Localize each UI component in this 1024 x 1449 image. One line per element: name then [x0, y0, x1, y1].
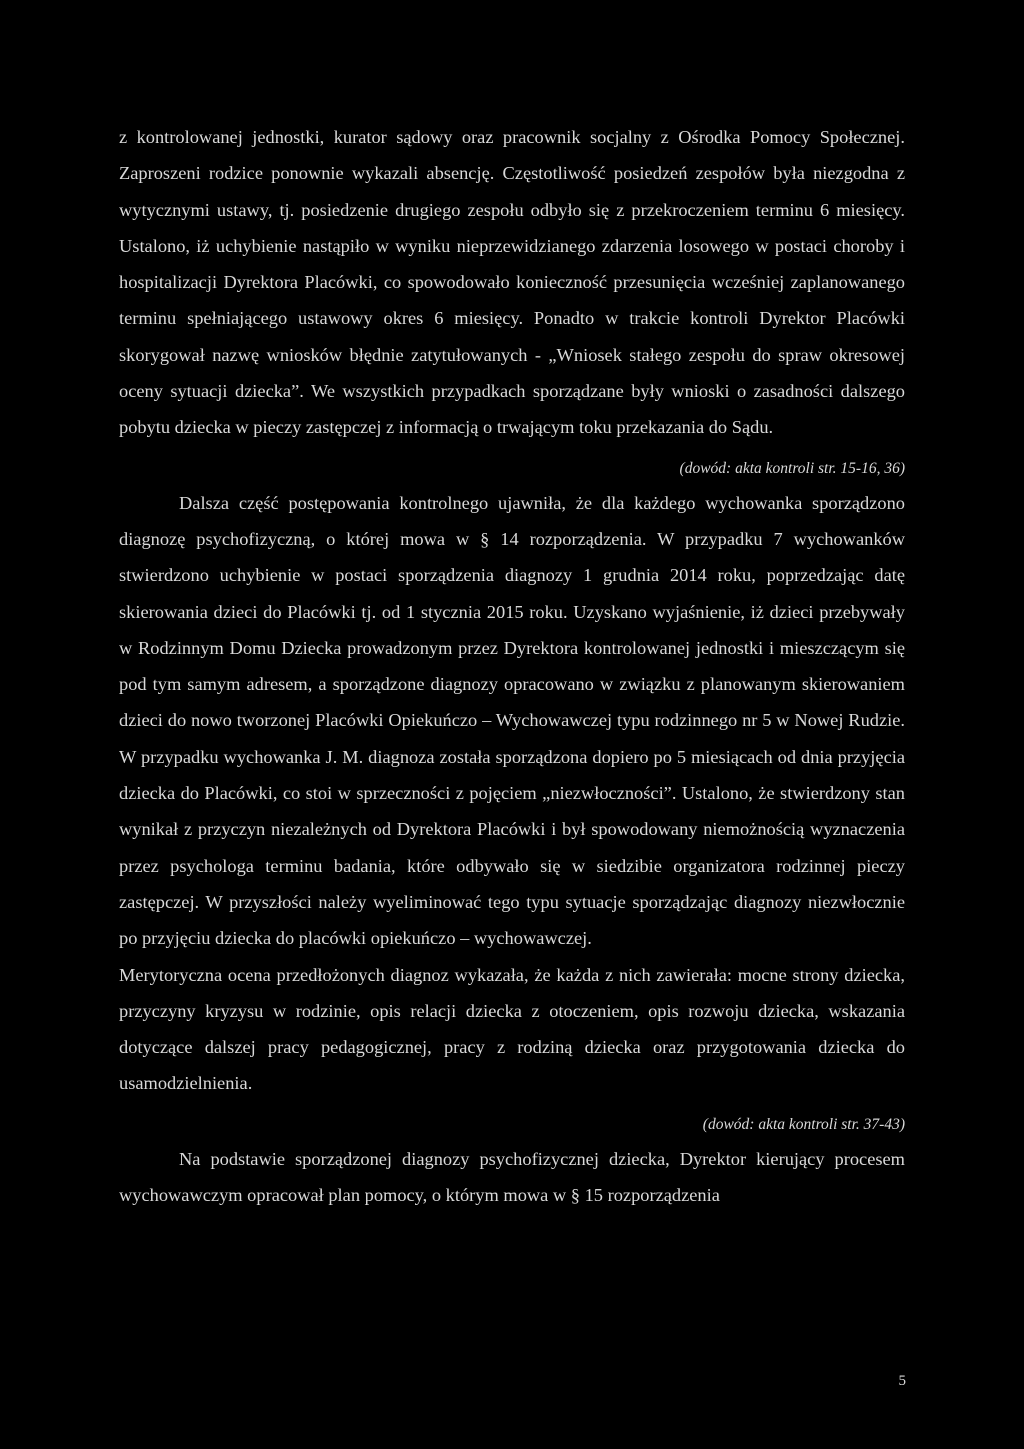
evidence-citation: (dowód: akta kontroli str. 15-16, 36): [679, 459, 905, 477]
evidence-citation: (dowód: akta kontroli str. 37-43): [702, 1115, 905, 1133]
paragraph-help-plan: Na podstawie sporządzonej diagnozy psychofizycznej dziecka, Dyrektor kierujący procesem wychowawczym opracował plan pomocy, o którym mowa w § 15 rozporządzenia: [119, 1148, 905, 1206]
document-page: [119, 119, 905, 1213]
paragraph-diagnosis: Dalsza część postępowania kontrolnego ujawniła, że dla każdego wychowanka sporządzono diagnozę psychofizyczną, o której mowa w § 14 rozporządzenia. W przypadku 7 wychowanków stwierdzono uchybienie w postaci sporządzenia diagnozy 1 grudnia 2014 roku, poprzedzając datę skierowania dzieci do Placówki tj. od 1 stycznia 2015 roku. Uzyskano wyjaśnienie, iż dzieci przebywały w Rodzinnym Domu Dziecka prowadzonym przez Dyrektora kontrolowanej jednostki i mieszczącym się pod tym samym adresem, a sporządzone diagnozy opracowano w związku z planowanym skierowaniem dzieci do nowo tworzonej Placówki Opiekuńczo – Wychowawczej typu rodzinnego nr 5 w Nowej Rudzie. W przypadku wychowanka J. M. diagnoza została sporządzona dopiero po 5 miesiącach od dnia przyjęcia dziecka do Placówki, co stoi w sprzeczności z pojęciem „niezwłoczności”. Ustalono, że stwierdzony stan wynikał z przyczyn niezależnych od Dyrektora Placówki i był spowodowany niemożnością wyznaczenia przez psychologa terminu badania, które odbywało się w siedzibie organizatora rodzinnej pieczy zastępczej. W przyszłości należy wyeliminować tego typu sytuacje sporządzając diagnozy niezwłocznie po przyjęciu dziecka do placówki opiekuńczo – wychowawczej.: [119, 492, 905, 949]
paragraph-continuation: z kontrolowanej jednostki, kurator sądowy oraz pracownik socjalny z Ośrodka Pomocy Społecznej. Zaproszeni rodzice ponownie wykazali absencję. Częstotliwość posiedzeń zespołów była niezgodna z wytycznymi ustawy, tj. posiedzenie drugiego zespołu odbyło się z przekroczeniem terminu 6 miesięcy. Ustalono, iż uchybienie nastąpiło w wyniku nieprzewidzianego zdarzenia losowego w postaci choroby i hospitalizacji Dyrektora Placówki, co spowodowało konieczność przesunięcia wcześniej zaplanowanego terminu spełniającego ustawowy okres 6 miesięcy. Ponadto w trakcie kontroli Dyrektor Placówki skorygował nazwę wniosków błędnie zatytułowanych - „Wniosek stałego zespołu do spraw okresowej oceny sytuacji dziecka”. We wszystkich przypadkach sporządzane były wnioski o zasadności dalszego pobytu dziecka w pieczy zastępczej z informacją o trwającym toku przekazania do Sądu.: [119, 127, 905, 438]
page-number: 5: [898, 1373, 906, 1389]
paragraph-assessment: Merytoryczna ocena przedłożonych diagnoz wykazała, że każda z nich zawierała: mocne strony dziecka, przyczyny kryzysu w rodzinie, opis relacji dziecka z otoczeniem, opis rozwoju dziecka, wskazania dotyczące dalszej pracy pedagogicznej, pracy z rodziną dziecka oraz przygotowania dziecka do usamodzielnienia.: [119, 964, 905, 1094]
